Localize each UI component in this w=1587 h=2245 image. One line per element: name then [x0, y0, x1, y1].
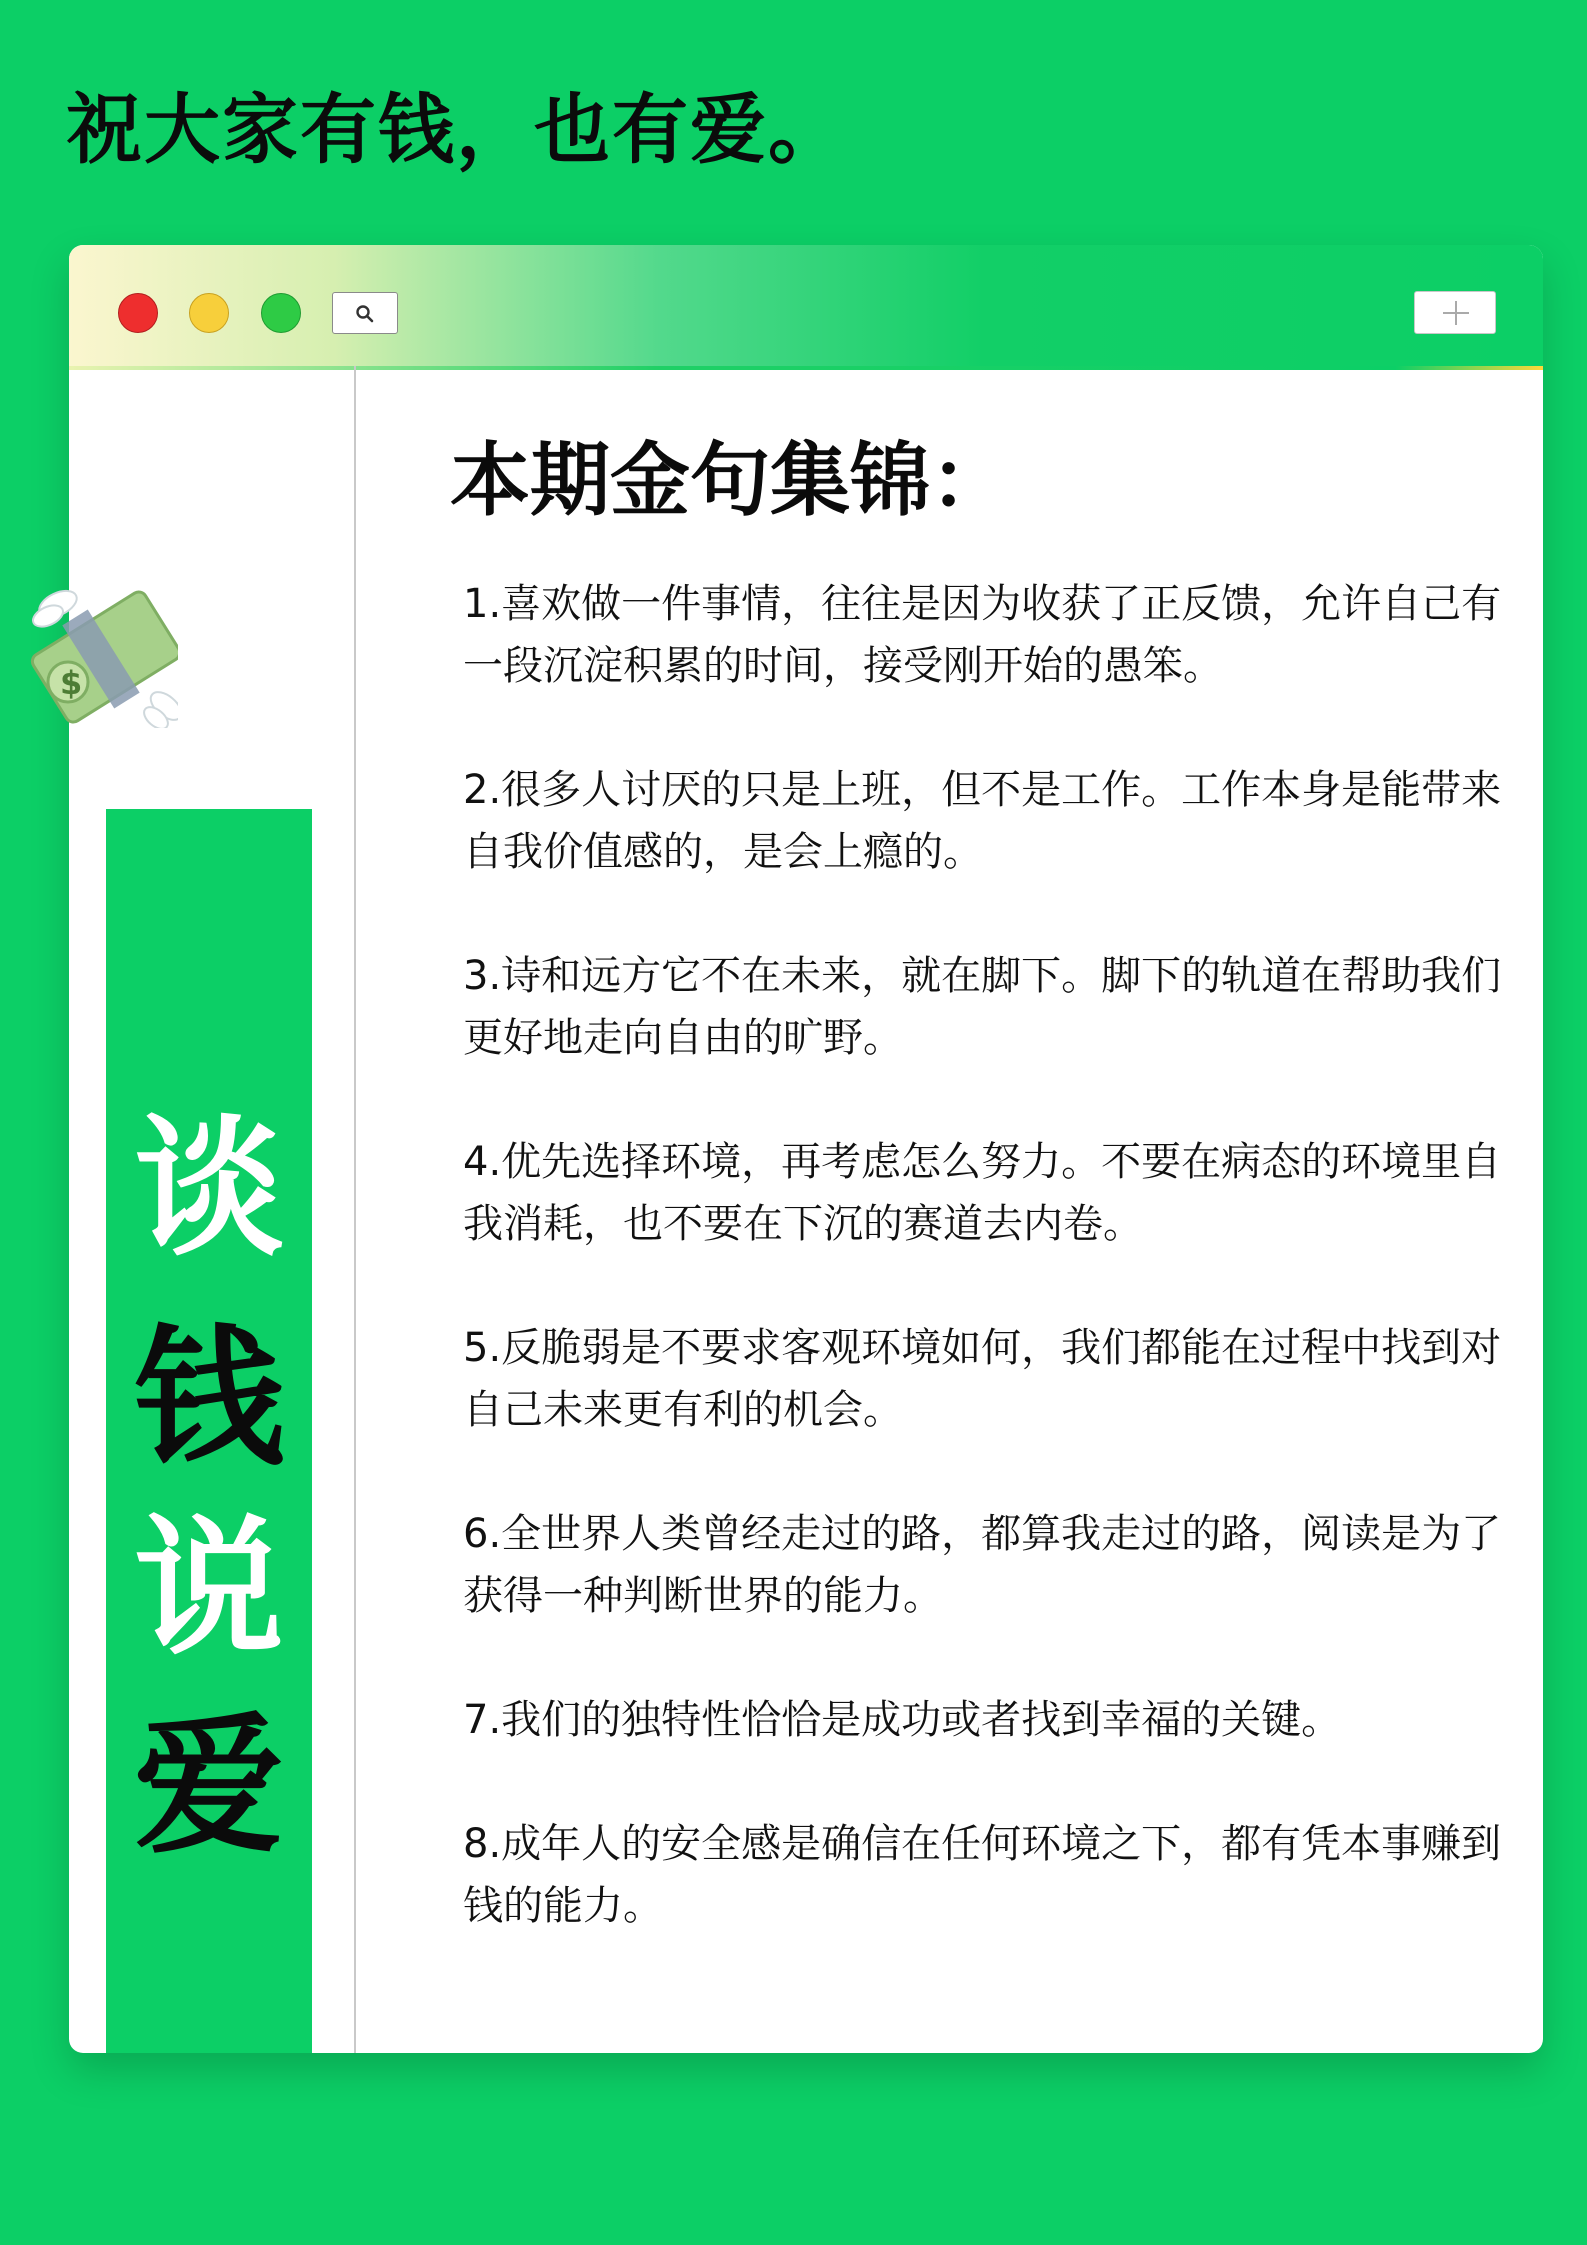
maximize-button[interactable]: [261, 293, 301, 333]
title-bar: [69, 245, 1543, 366]
quote-item: 8.成年人的安全感是确信在任何环境之下，都有凭本事赚到钱的能力。: [463, 1821, 1502, 1929]
new-tab-button[interactable]: [1414, 291, 1496, 334]
quote-item: 6.全世界人类曾经走过的路，都算我走过的路，阅读是为了获得一种判断世界的能力。: [463, 1511, 1502, 1619]
quote-item: 2.很多人讨厌的只是上班，但不是工作。工作本身是能带来自我价值感的，是会上瘾的。: [463, 767, 1502, 875]
quote-item: 7.我们的独特性恰恰是成功或者找到幸福的关键。: [463, 1697, 1342, 1743]
tagline-char-shuo: 说: [133, 1502, 284, 1676]
minimize-button[interactable]: [189, 293, 229, 333]
search-icon: [355, 304, 375, 324]
browser-window: [69, 245, 1543, 2053]
section-title: 本期金句集锦：: [450, 434, 1010, 527]
quote-item: 1.喜欢做一件事情，往往是因为收获了正反馈，允许自己有一段沉淀积累的时间，接受刚开始的愚笨。: [463, 581, 1502, 689]
plus-icon: [1441, 299, 1471, 327]
svg-text:$: $: [60, 664, 83, 702]
tagline-panel: [106, 809, 312, 2053]
search-button[interactable]: [332, 292, 398, 334]
quote-list: [463, 573, 1523, 1999]
content-panel: [356, 366, 1543, 2053]
quote-item: 3.诗和远方它不在未来，就在脚下。脚下的轨道在帮助我们更好地走向自由的旷野。: [463, 953, 1502, 1061]
headline: 祝大家有钱，也有爱。: [66, 85, 846, 174]
tagline-char-qian: 钱: [133, 1312, 284, 1486]
close-button[interactable]: [118, 293, 158, 333]
quote-item: 5.反脆弱是不要求客观环境如何，我们都能在过程中找到对自己未来更有利的机会。: [463, 1325, 1502, 1433]
tagline-char-tan: 谈: [133, 1102, 284, 1276]
flying-money-icon: [18, 578, 178, 728]
quote-item: 4.优先选择环境，再考虑怎么努力。不要在病态的环境里自我消耗，也不要在下沉的赛道去内卷。: [463, 1139, 1502, 1247]
tagline-char-ai: 爱: [133, 1700, 284, 1874]
